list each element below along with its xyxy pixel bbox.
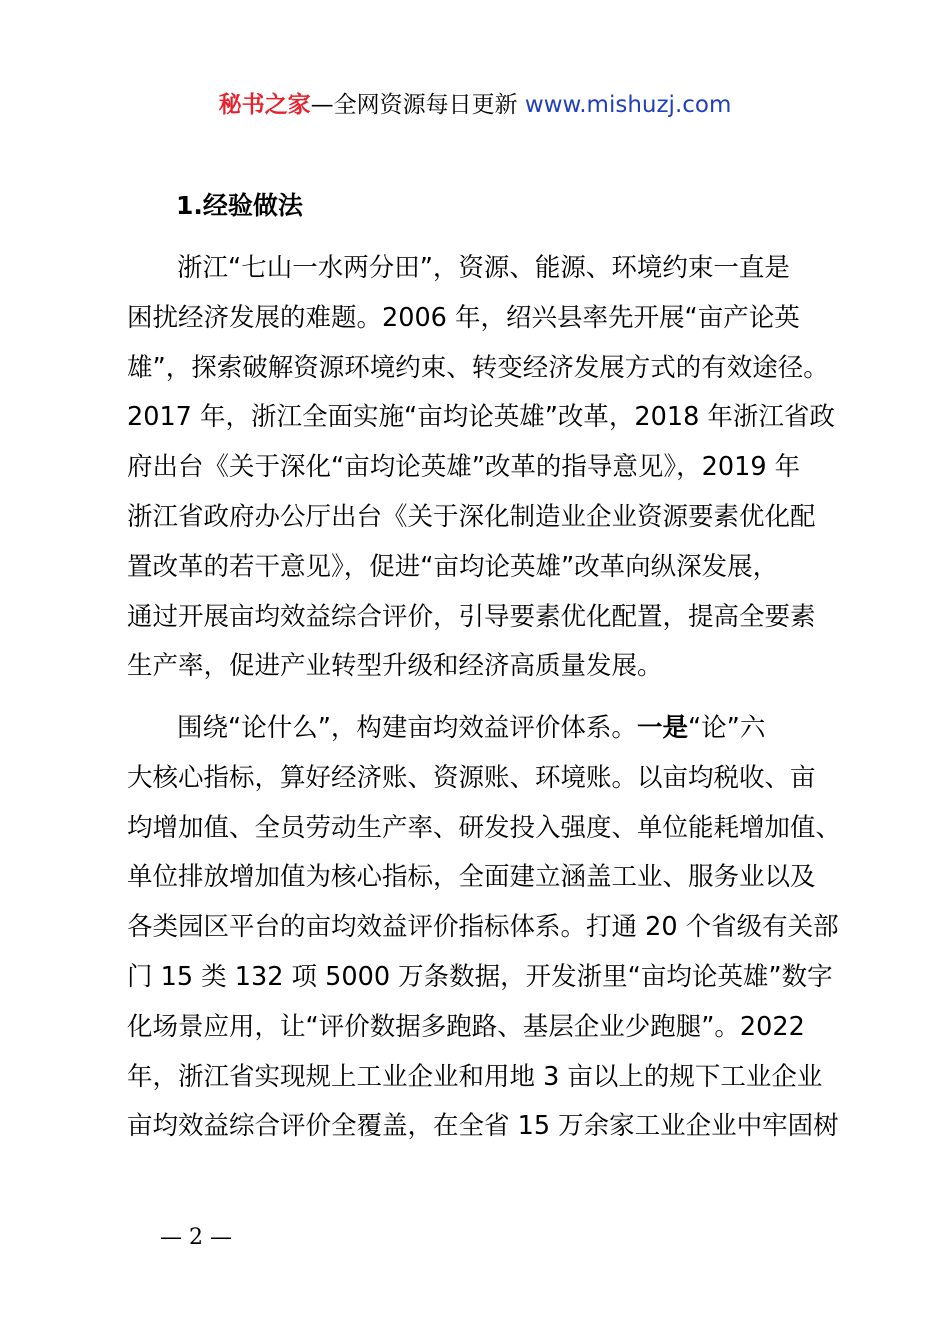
paragraph-line: 亩均效益综合评价全覆盖，在全省 15 万余家工业企业中牢固树	[127, 1111, 839, 1142]
bold-marker: 一是	[636, 713, 688, 743]
paragraph-first-line	[127, 704, 835, 754]
paragraph-line: 单位排放增加值为核心指标，全面建立涵盖工业、服务业以及	[127, 862, 816, 893]
header-tagline: —全网资源每日更新	[310, 92, 525, 118]
paragraph-2	[127, 704, 842, 1152]
lead-text: 围绕“论什么”，构建亩均效益评价体系。	[177, 713, 637, 743]
paragraph-line: 浙江“七山一水两分田”，资源、能源、环境约束一直是	[177, 253, 790, 283]
paragraph-line: 2017 年，浙江全面实施“亩均论英雄”改革，2018 年浙江省政	[127, 402, 835, 433]
paragraph-line: 雄”，探索破解资源环境约束、转变经济发展方式的有效途径。	[127, 352, 829, 383]
paragraph-line: 各类园区平台的亩均效益评价指标体系。打通 20 个省级有关部	[127, 912, 839, 943]
paragraph-line: 生产率，促进产业转型升级和经济高质量发展。	[127, 651, 663, 682]
site-header	[0, 88, 950, 122]
paragraph-line: 置改革的若干意见》，促进“亩均论英雄”改革向纵深发展，	[127, 551, 779, 582]
paragraph-line: 通过开展亩均效益综合评价，引导要素优化配置，提高全要素	[127, 601, 816, 632]
paragraph-line: 年，浙江省实现规上工业企业和用地 3 亩以上的规下工业企业	[127, 1061, 823, 1092]
paragraph-line: 府出台《关于深化“亩均论英雄”改革的指导意见》，2019 年	[127, 452, 801, 483]
brand-name: 秘书之家	[218, 92, 311, 118]
paragraph-line: 困扰经济发展的难题。2006 年，绍兴县率先开展“亩产论英	[127, 302, 800, 333]
paragraph-1	[127, 244, 835, 692]
section-heading: 1.经验做法	[176, 191, 303, 220]
site-url-link[interactable]: www.mishuzj.com	[524, 92, 732, 118]
paragraph-line: 门 15 类 132 项 5000 万条数据，开发浙里“亩均论英雄”数字	[127, 961, 833, 992]
lead-tail: “论”六	[687, 713, 766, 743]
paragraph-line: 化场景应用，让“评价数据多跑路、基层企业少跑腿”。2022	[127, 1011, 805, 1042]
paragraph-line: 大核心指标，算好经济账、资源账、环境账。以亩均税收、亩	[127, 762, 816, 793]
paragraph-line: 均增加值、全员劳动生产率、研发投入强度、单位能耗增加值、	[127, 812, 842, 843]
paragraph-line: 浙江省政府办公厅出台《关于深化制造业企业资源要素优化配	[127, 501, 816, 532]
page-number: — 2 —	[160, 1225, 232, 1250]
